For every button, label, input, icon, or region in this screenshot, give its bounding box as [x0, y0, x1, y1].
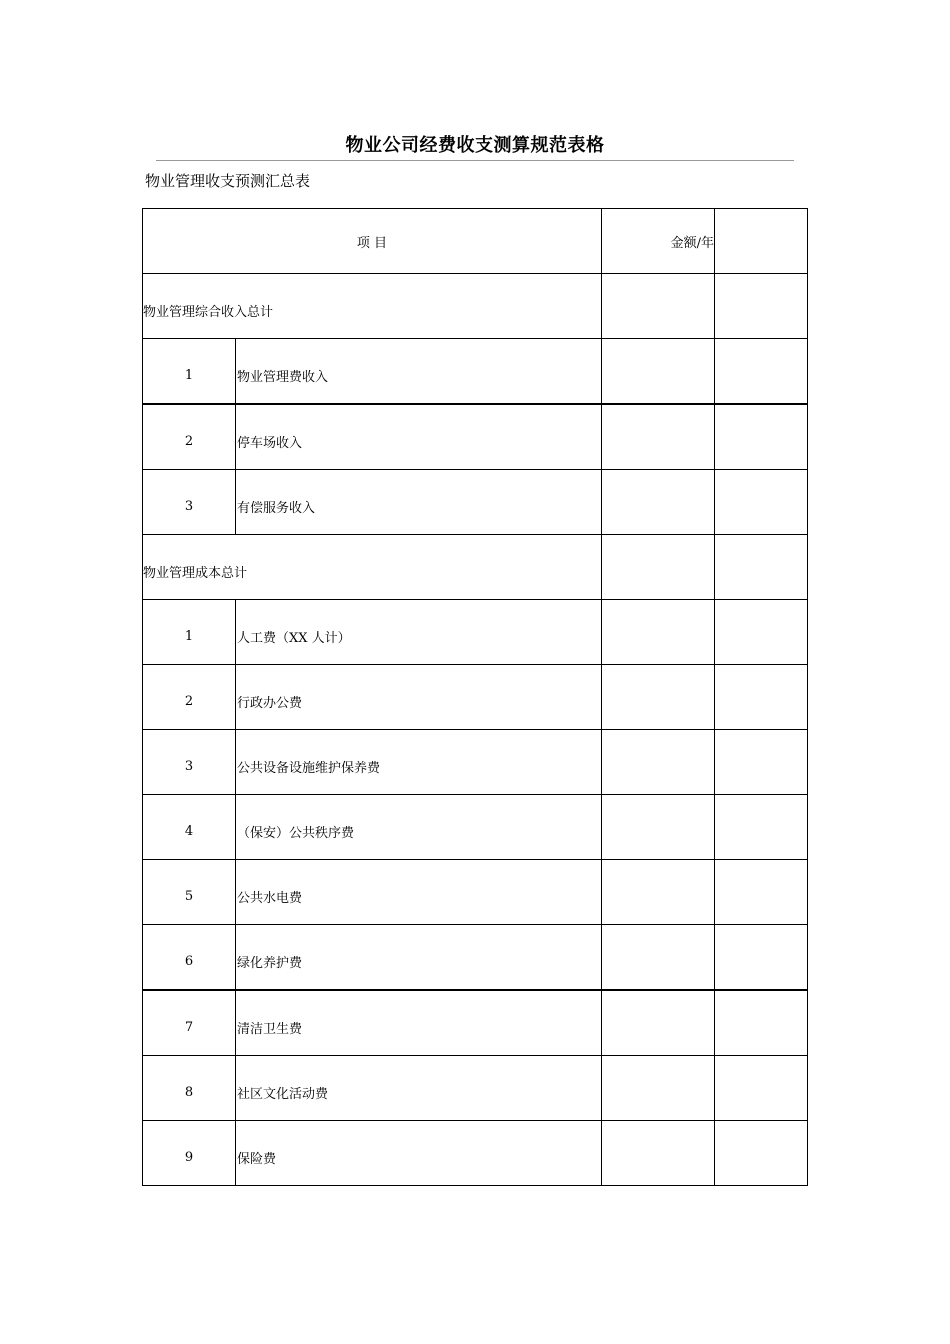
row-item-cell — [236, 470, 602, 535]
row-number — [143, 730, 236, 795]
table-subtitle: 物业管理收支预测汇总表 — [145, 172, 311, 190]
table-row — [143, 600, 808, 665]
cost-total-amount-cell[interactable] — [602, 535, 715, 600]
row-amount-cell[interactable] — [602, 990, 715, 1056]
row-amount-cell[interactable] — [602, 339, 715, 405]
header-item-label: 项 目 — [356, 235, 388, 251]
row-item-text: 绿化养护费 — [237, 955, 303, 971]
row-blank-cell — [715, 860, 808, 925]
row-item-cell — [236, 730, 602, 795]
row-amount-cell[interactable] — [602, 1056, 715, 1121]
row-number — [143, 339, 236, 405]
income-total-blank-cell — [715, 274, 808, 339]
row-blank-cell — [715, 470, 808, 535]
row-amount-cell[interactable] — [602, 730, 715, 795]
row-item-cell — [236, 1056, 602, 1121]
row-amount-cell[interactable] — [602, 1121, 715, 1186]
row-amount-cell[interactable] — [602, 404, 715, 470]
row-blank-cell — [715, 600, 808, 665]
row-blank-cell — [715, 339, 808, 405]
row-number-text: 2 — [184, 693, 194, 709]
row-item-cell — [236, 860, 602, 925]
row-number-text: 6 — [184, 953, 194, 969]
row-item-text: 保险费 — [237, 1151, 277, 1167]
row-number — [143, 925, 236, 991]
row-blank-cell — [715, 990, 808, 1056]
table-row — [143, 1121, 808, 1186]
row-number — [143, 860, 236, 925]
table-row — [143, 339, 808, 405]
row-item-text: 人工费（XX 人计） — [237, 630, 351, 646]
income-total-row — [143, 274, 808, 339]
income-total-label-cell — [143, 274, 602, 339]
row-item-text: 公共水电费 — [237, 890, 303, 906]
header-amount-label: 金额/年 — [670, 235, 714, 251]
table-row — [143, 470, 808, 535]
row-number — [143, 1056, 236, 1121]
row-amount-cell[interactable] — [602, 925, 715, 991]
row-number-text: 8 — [184, 1084, 194, 1100]
row-number-text: 2 — [184, 433, 194, 449]
row-amount-cell[interactable] — [602, 600, 715, 665]
row-number-text: 3 — [184, 758, 194, 774]
row-number-text: 5 — [184, 888, 194, 904]
row-amount-cell[interactable] — [602, 665, 715, 730]
row-item-cell — [236, 665, 602, 730]
row-number — [143, 990, 236, 1056]
row-item-text: 行政办公费 — [237, 695, 303, 711]
row-item-cell — [236, 795, 602, 860]
cost-total-blank-cell — [715, 535, 808, 600]
row-item-text: 物业管理费收入 — [237, 369, 329, 385]
row-number — [143, 1121, 236, 1186]
table-row — [143, 730, 808, 795]
row-item-text: 有偿服务收入 — [237, 500, 316, 516]
row-item-text: 公共设备设施维护保养费 — [237, 760, 381, 776]
table-row — [143, 990, 808, 1056]
row-number — [143, 665, 236, 730]
income-total-amount-cell[interactable] — [602, 274, 715, 339]
row-blank-cell — [715, 1121, 808, 1186]
row-item-text: 清洁卫生费 — [237, 1021, 303, 1037]
row-number-text: 7 — [184, 1019, 194, 1035]
table-row — [143, 925, 808, 991]
table-row — [143, 404, 808, 470]
row-item-text: 社区文化活动费 — [237, 1086, 329, 1102]
row-blank-cell — [715, 925, 808, 991]
table-row — [143, 795, 808, 860]
header-blank-cell — [715, 209, 808, 274]
header-row — [143, 209, 808, 274]
cost-total-label-cell — [143, 535, 602, 600]
row-number — [143, 795, 236, 860]
row-amount-cell[interactable] — [602, 795, 715, 860]
table-row — [143, 665, 808, 730]
row-item-cell — [236, 1121, 602, 1186]
table-row — [143, 1056, 808, 1121]
cost-total-row — [143, 535, 808, 600]
header-item-cell — [143, 209, 602, 274]
row-number — [143, 600, 236, 665]
row-item-cell — [236, 925, 602, 991]
row-number-text: 1 — [184, 628, 194, 644]
row-item-cell — [236, 339, 602, 405]
row-number-text: 1 — [184, 367, 194, 383]
row-number-text: 4 — [184, 823, 194, 839]
row-item-text: （保安）公共秩序费 — [237, 825, 355, 841]
row-item-cell — [236, 404, 602, 470]
row-blank-cell — [715, 730, 808, 795]
table-row — [143, 860, 808, 925]
row-blank-cell — [715, 1056, 808, 1121]
row-amount-cell[interactable] — [602, 860, 715, 925]
row-blank-cell — [715, 404, 808, 470]
income-total-label: 物业管理综合收入总计 — [143, 304, 274, 320]
row-item-cell — [236, 990, 602, 1056]
row-item-cell — [236, 600, 602, 665]
header-amount-cell — [602, 209, 715, 274]
row-number — [143, 404, 236, 470]
row-amount-cell[interactable] — [602, 470, 715, 535]
cost-total-label: 物业管理成本总计 — [143, 565, 248, 581]
row-blank-cell — [715, 665, 808, 730]
title-underline — [156, 160, 794, 161]
row-number — [143, 470, 236, 535]
row-number-text: 9 — [184, 1149, 194, 1165]
row-blank-cell — [715, 795, 808, 860]
income-expense-summary-table — [142, 208, 808, 1186]
document-title: 物业公司经费收支测算规范表格 — [345, 135, 605, 156]
row-item-text: 停车场收入 — [237, 435, 303, 451]
row-number-text: 3 — [184, 498, 194, 514]
